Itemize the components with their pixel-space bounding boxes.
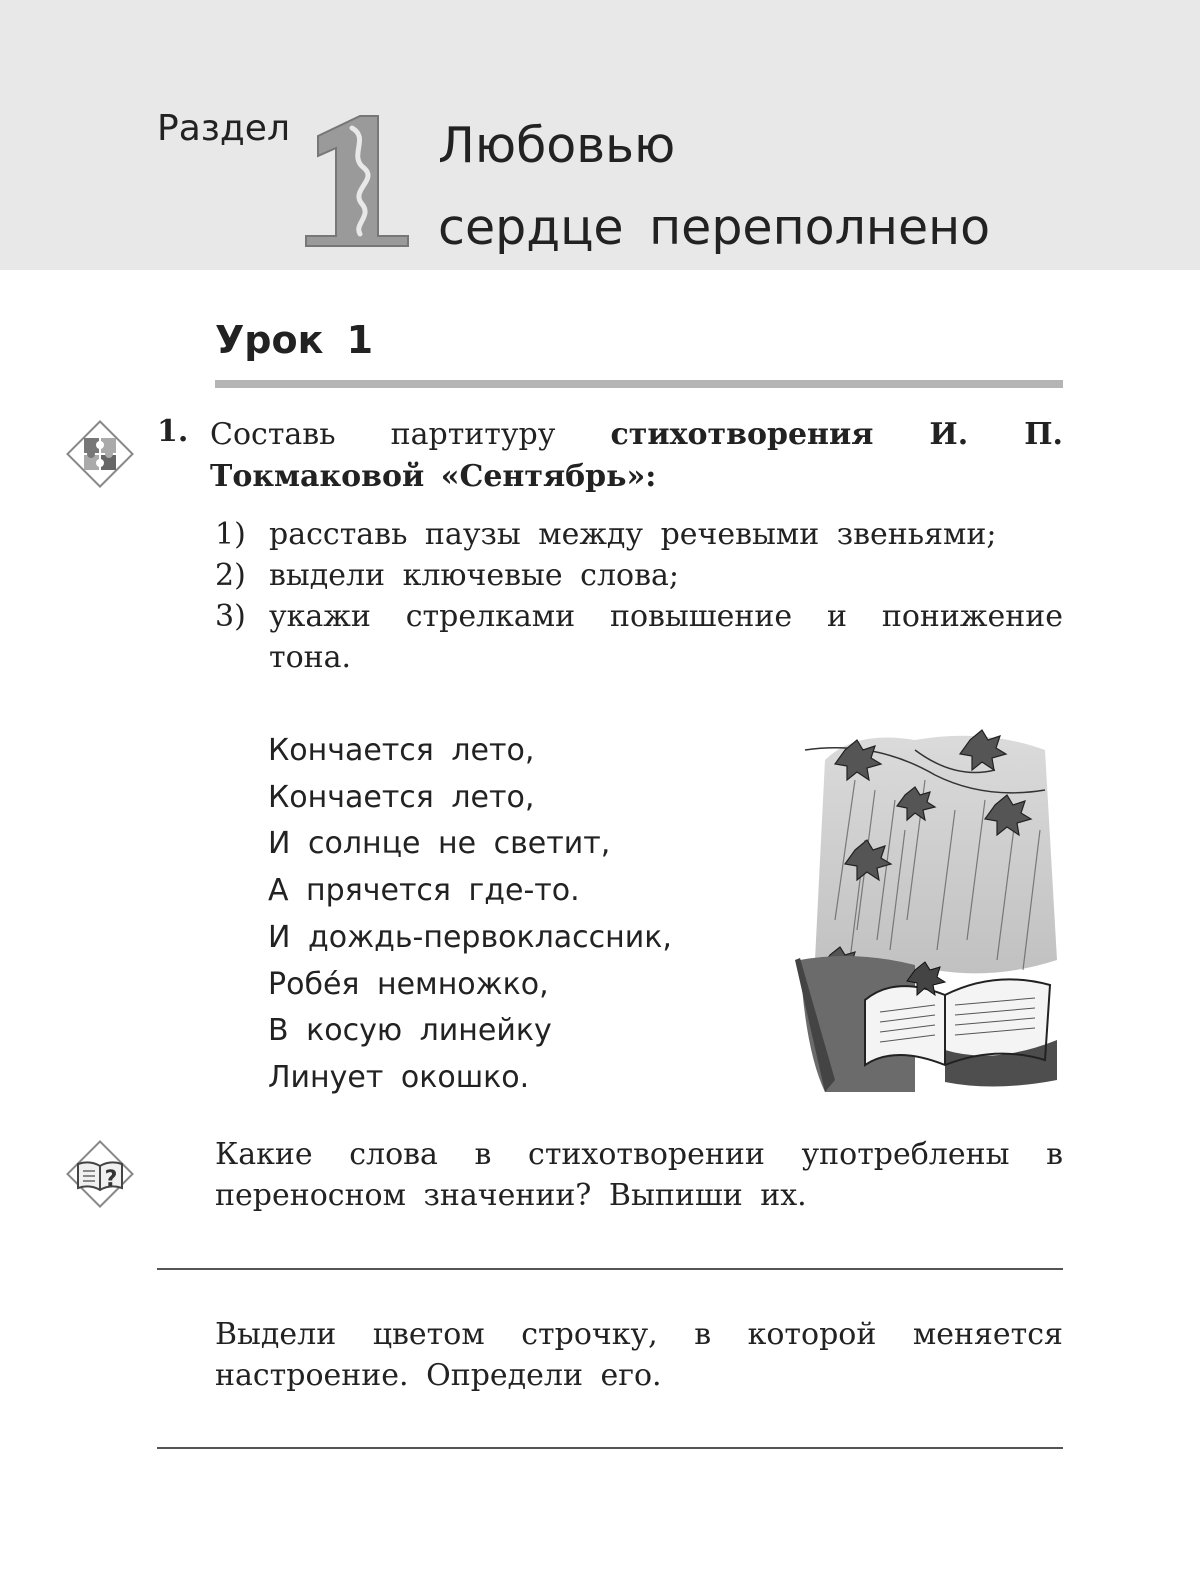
- poem-line: И дождь-первоклассник,: [268, 919, 672, 955]
- svg-text:?: ?: [104, 1167, 118, 1192]
- poem-line: В косую линейку: [268, 1013, 552, 1049]
- task-instruction-plain: Составь партитуру: [210, 417, 611, 452]
- lesson-title: Урок 1: [215, 318, 374, 362]
- poem-line: Линует окошко.: [268, 1059, 530, 1095]
- task-step-number: 2): [215, 558, 246, 593]
- task-step: [215, 596, 1063, 678]
- section-title-line1: Любовью: [438, 117, 676, 174]
- task-step: [215, 514, 1063, 555]
- highlight-task-text: Выдели цветом строчку, в которой меняется настроение. Определи его.: [215, 1317, 1063, 1393]
- task-number: 1.: [157, 414, 189, 449]
- task-step-text: выдели ключевые слова;: [269, 558, 679, 593]
- section-number-graphic: [300, 108, 415, 253]
- task-step-text: укажи стрелками повышение и понижение тона.: [269, 599, 1063, 675]
- task-step-text: расставь паузы между речевыми звеньями;: [269, 517, 997, 552]
- task-instruction: [210, 414, 1063, 498]
- book-question-icon: [60, 1134, 140, 1214]
- poem-line: А прячется где-то.: [268, 873, 580, 909]
- puzzle-icon: [60, 414, 140, 494]
- task-step-number: 3): [215, 599, 246, 634]
- answer-line[interactable]: [157, 1447, 1063, 1449]
- poem-line: И солнце не светит,: [268, 826, 611, 862]
- section-title-line2: сердце переполнено: [438, 199, 991, 256]
- question-text: Какие слова в стихотворении употреблены в переносном значении? Выпиши их.: [215, 1137, 1063, 1213]
- task-instruction-bold: стихотворения И. П. Токмаковой «Сентябрь»:: [210, 417, 1063, 494]
- poem-line: Робе́я немножко,: [268, 966, 549, 1002]
- rain-book-illustration: [795, 720, 1065, 1092]
- lesson-divider: [215, 380, 1063, 388]
- section-label: Раздел: [157, 108, 290, 149]
- poem-line: Кончается лето,: [268, 733, 535, 768]
- poem: [268, 728, 672, 1102]
- poem-line: Кончается лето,: [268, 779, 535, 815]
- answer-line[interactable]: [157, 1268, 1063, 1270]
- task-step-number: 1): [215, 517, 246, 552]
- section-number: 1: [300, 108, 301, 109]
- section-title: [438, 105, 990, 269]
- task-steps: [215, 514, 1063, 678]
- task-step: [215, 555, 1063, 596]
